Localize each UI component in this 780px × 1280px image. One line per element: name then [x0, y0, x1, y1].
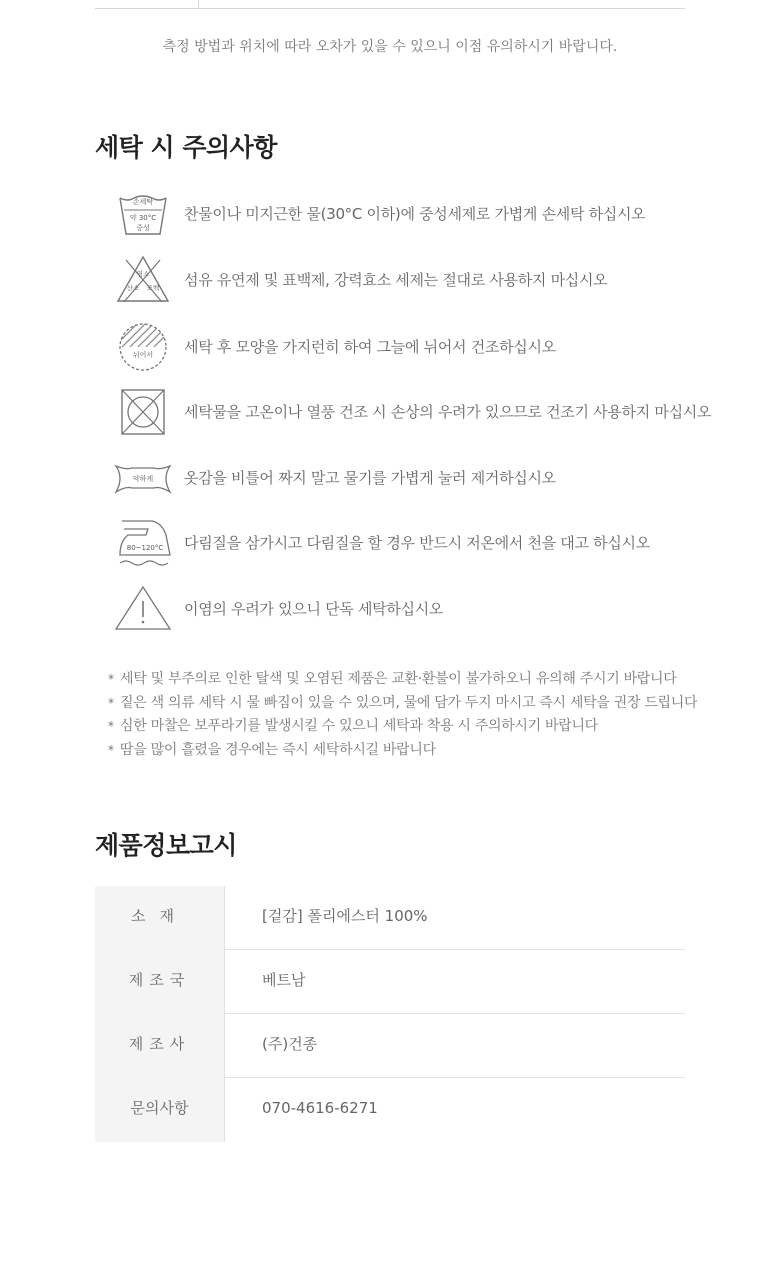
- product-info-title: 제품정보고시: [95, 831, 237, 860]
- measure-note: 측정 방법과 위치에 따라 오차가 있을 수 있으니 이점 유의하시기 바랍니다.: [162, 39, 618, 55]
- no-bleach-icon-label-right: 표백: [146, 284, 160, 292]
- table-row: [95, 950, 685, 1014]
- wring-gently-icon: [112, 450, 174, 506]
- no-bleach-icon: [112, 252, 174, 308]
- care-item-warning: [112, 581, 712, 637]
- size-table-bottom-edge: [95, 0, 685, 9]
- care-item-no-tumble-dry: [112, 384, 712, 440]
- row-value: [겉감] 폴리에스터 100%: [262, 907, 428, 925]
- care-item-text: 세탁물을 고온이나 열풍 건조 시 손상의 우려가 있으므로 건조기 사용하지 마십시오: [184, 403, 712, 421]
- care-item-text: 세탁 후 모양을 가지런히 하여 그늘에 뉘어서 건조하십시오: [184, 338, 556, 356]
- row-label: 제조국: [95, 950, 225, 1014]
- care-item-hand-wash: [112, 186, 712, 242]
- no-bleach-icon-label-top: 염소: [136, 270, 150, 278]
- care-item-text: 다림질을 삼가시고 다림질을 할 경우 반드시 저온에서 천을 대고 하십시오: [184, 534, 650, 552]
- warning-icon: [112, 581, 174, 637]
- row-value: 070-4616-6271: [262, 1099, 378, 1117]
- wring-icon-label: 약하게: [132, 475, 154, 483]
- care-item-no-bleach: [112, 252, 712, 308]
- iron-with-cloth-icon: [112, 515, 174, 571]
- care-item-shade-dry: [112, 319, 712, 375]
- care-item-iron: [112, 515, 712, 571]
- table-row: [95, 886, 685, 950]
- shade-dry-flat-icon: [112, 319, 174, 375]
- table-row: [95, 1078, 685, 1141]
- hand-wash-icon: [112, 186, 174, 242]
- shade-dry-icon-label: 뉘어서: [132, 351, 154, 359]
- iron-icon-label: 80~120°C: [126, 544, 164, 552]
- row-label: 제조사: [95, 1014, 225, 1078]
- care-item-text: 섬유 유연제 및 표백제, 강력효소 세제는 절대로 사용하지 마십시오: [184, 271, 608, 289]
- care-note: * 세탁 및 부주의로 인한 탈색 및 오염된 제품은 교환·환불이 불가하오니 유의해 주시기 바랍니다: [108, 671, 677, 687]
- care-notes: [108, 668, 728, 762]
- hand-wash-icon-label-top: 손세탁: [132, 198, 154, 206]
- row-value: 베트남: [262, 971, 306, 989]
- care-note: * 짙은 색 의류 세탁 시 물 빠짐이 있을 수 있으며, 물에 담가 두지 마시고 즉시 세탁을 권장 드립니다: [108, 694, 698, 711]
- product-info-table: [95, 886, 685, 1141]
- row-label: 문의사항: [95, 1078, 225, 1142]
- row-label: 소재: [95, 886, 225, 950]
- care-item-text: 옷감을 비틀어 짜지 말고 물기를 가볍게 눌러 제거하십시오: [184, 469, 556, 487]
- table-row: [95, 1014, 685, 1078]
- no-tumble-dry-icon: [112, 384, 174, 440]
- care-section-title: 세탁 시 주의사항: [95, 133, 277, 162]
- care-note: * 땀을 많이 흘렸을 경우에는 즉시 세탁하시길 바랍니다: [108, 741, 436, 758]
- care-item-wring: [112, 450, 712, 506]
- no-bleach-icon-label-left: 산소: [126, 284, 140, 292]
- hand-wash-icon-label-bottom: 중성: [136, 224, 150, 232]
- row-value: (주)건종: [262, 1035, 318, 1053]
- care-item-text: 이염의 우려가 있으니 단독 세탁하십시오: [184, 600, 444, 618]
- care-note: * 심한 마찰은 보푸라기를 발생시킬 수 있으니 세탁과 착용 시 주의하시기 바랍니다: [108, 718, 598, 734]
- hand-wash-icon-label-mid: 약 30°C: [129, 214, 157, 222]
- care-item-text: 찬물이나 미지근한 물(30°C 이하)에 중성세제로 가볍게 손세탁 하십시오: [184, 205, 646, 223]
